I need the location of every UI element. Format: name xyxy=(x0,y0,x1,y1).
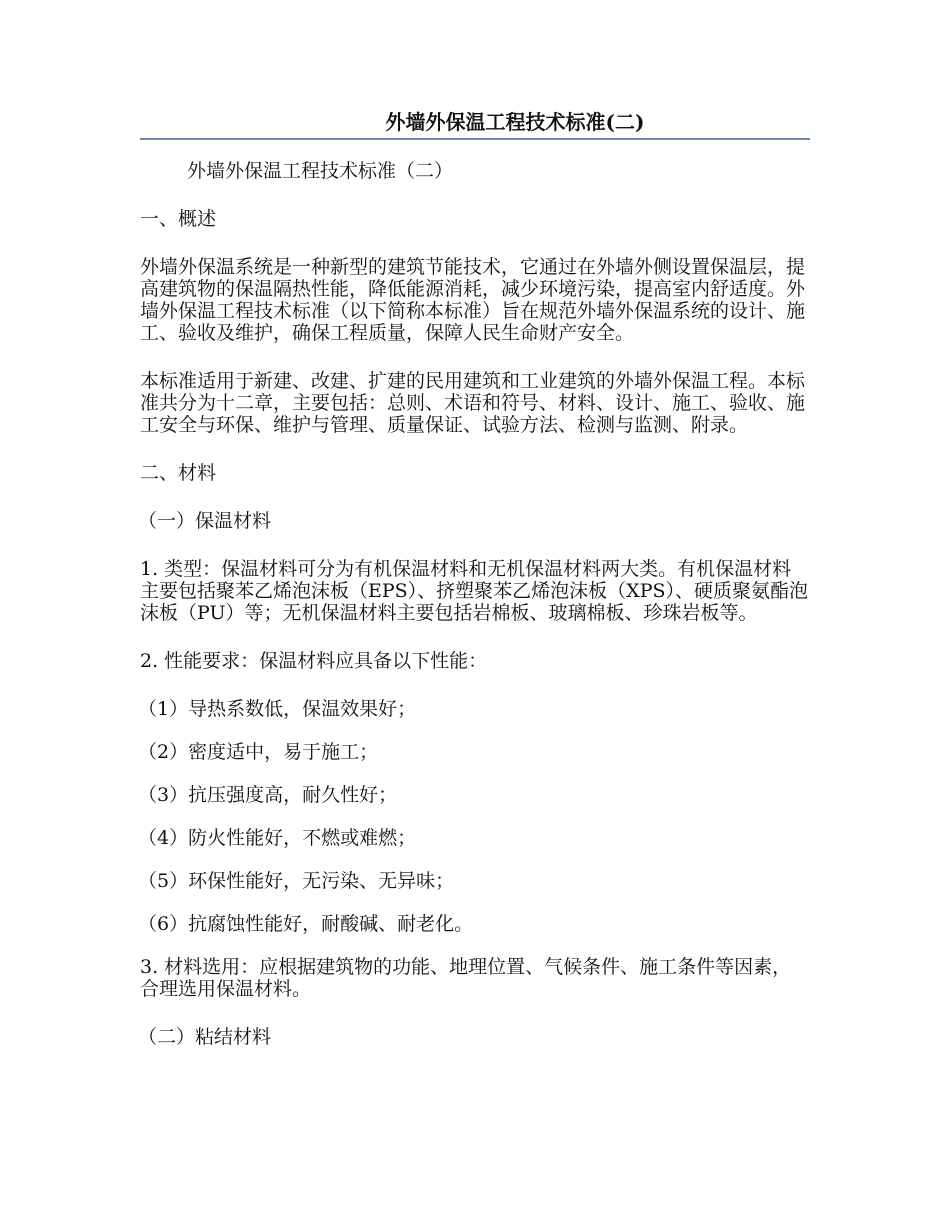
header-title: 外墙外保温工程技术标准(二) xyxy=(385,110,645,134)
material-selection-paragraph: 3. 材料选用：应根据建筑物的功能、地理位置、气候条件、施工条件等因素，合理选用保温材料。 xyxy=(140,956,792,1000)
section-heading-materials: 二、材料 xyxy=(140,462,217,484)
subsection-heading-adhesive: （二）粘结材料 xyxy=(138,1026,272,1048)
document-title: 外墙外保温工程技术标准（二） xyxy=(187,160,454,182)
requirement-item: （6）抗腐蚀性能好，耐酸碱、耐老化。 xyxy=(138,913,474,935)
requirement-item: （1）导热系数低，保温效果好； xyxy=(138,698,417,720)
subsection-heading-insulation: （一）保温材料 xyxy=(138,510,272,532)
overview-paragraph-2: 本标准适用于新建、改建、扩建的民用建筑和工业建筑的外墙外保温工程。本标准共分为十二章，主要包括：总则、术语和符号、材料、设计、施工、验收、施工安全与环保、维护与管理、质量保证、试验方法、检测与监测、附录。 xyxy=(140,370,806,436)
document-body xyxy=(140,160,808,1074)
requirement-item: （4）防火性能好，不燃或难燃； xyxy=(138,827,417,849)
requirement-item: （5）环保性能好，无污染、无异味； xyxy=(138,870,455,892)
section-heading-overview: 一、概述 xyxy=(140,208,217,230)
overview-paragraph-1: 外墙外保温系统是一种新型的建筑节能技术，它通过在外墙外侧设置保温层，提高建筑物的保温隔热性能，降低能源消耗，减少环境污染，提高室内舒适度。外墙外保温工程技术标准（以下简称本标准）旨在规范外墙外保温系统的设计、施工、验收及维护，确保工程质量，保障人民生命财产安全。 xyxy=(140,256,806,344)
header-divider xyxy=(140,138,810,140)
insulation-types-paragraph: 1. 类型：保温材料可分为有机保温材料和无机保温材料两大类。有机保温材料主要包括聚苯乙烯泡沫板（EPS）、挤塑聚苯乙烯泡沫板（XPS）、硬质聚氨酯泡沫板（PU）等；无机保温材料主要包括岩棉板、玻璃棉板、珍珠岩板等。 xyxy=(140,558,808,624)
requirement-item: （3）抗压强度高，耐久性好； xyxy=(138,784,398,806)
requirement-item: （2）密度适中，易于施工； xyxy=(138,741,379,763)
performance-requirements-paragraph: 2. 性能要求：保温材料应具备以下性能： xyxy=(140,650,488,672)
page-header xyxy=(140,108,810,140)
